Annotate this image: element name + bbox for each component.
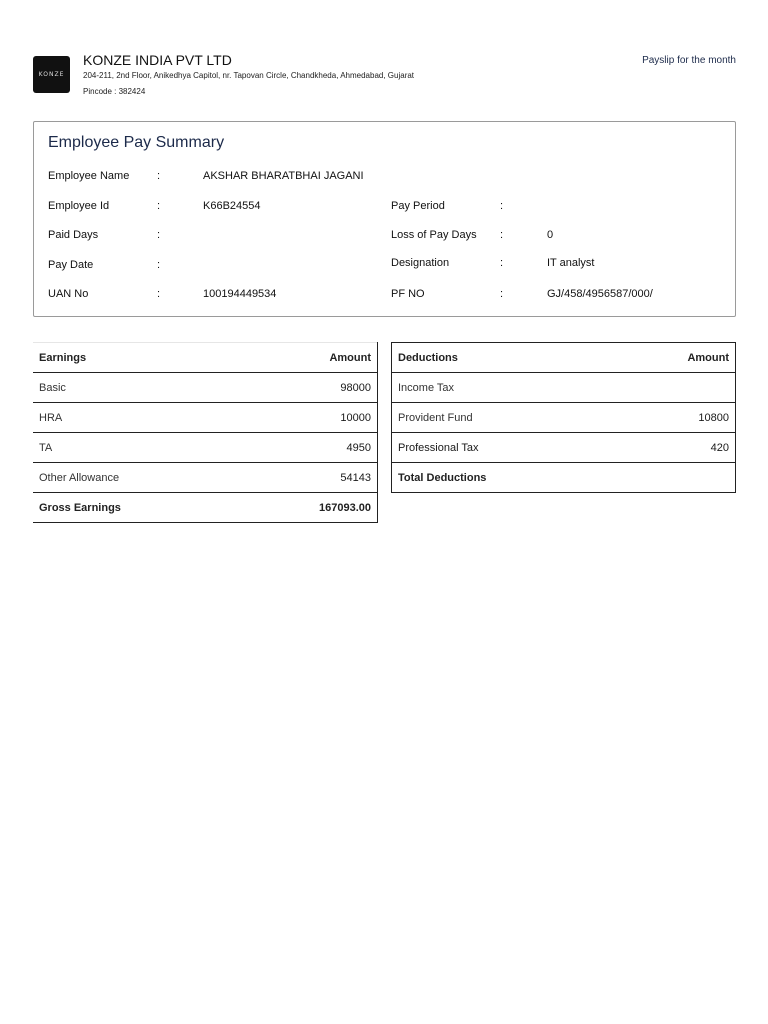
gross-earnings-row xyxy=(33,493,378,523)
earning-amount: 98000 xyxy=(237,373,377,403)
table-row xyxy=(33,433,378,463)
earnings-table xyxy=(33,342,378,523)
table-row xyxy=(392,373,736,403)
designation-label: Designation xyxy=(391,257,450,269)
uan-value: 100194449534 xyxy=(203,288,277,300)
deduction-amount xyxy=(616,373,736,403)
paid-days-label: Paid Days xyxy=(48,229,99,241)
pay-date-label: Pay Date xyxy=(48,259,94,271)
separator: : xyxy=(157,259,161,271)
deductions-table xyxy=(391,342,736,493)
logo-text: KONZE xyxy=(38,71,65,78)
company-logo xyxy=(33,56,70,93)
earning-label: Basic xyxy=(33,373,237,403)
uan-label: UAN No xyxy=(48,288,89,300)
pf-label: PF NO xyxy=(391,288,425,300)
separator: : xyxy=(157,170,161,182)
company-name: KONZE INDIA PVT LTD xyxy=(83,52,232,68)
payslip-month-title: Payslip for the month xyxy=(642,55,736,66)
table-row xyxy=(33,463,378,493)
table-row xyxy=(33,403,378,433)
table-row xyxy=(392,403,736,433)
deduction-amount: 420 xyxy=(616,433,736,463)
company-address: 204-211, 2nd Floor, Anikedhya Capitol, nr. Tapovan Circle, Chandkheda, Ahmedabad, Gujarat xyxy=(83,71,415,80)
separator: : xyxy=(157,200,161,212)
separator: : xyxy=(500,200,504,212)
earning-label: HRA xyxy=(33,403,237,433)
deduction-label: Provident Fund xyxy=(392,403,616,433)
pf-value: GJ/458/4956587/000/ xyxy=(547,288,653,300)
pay-period-label: Pay Period xyxy=(391,200,445,212)
total-deductions-row xyxy=(392,463,736,493)
separator: : xyxy=(500,288,504,300)
total-deductions-amount xyxy=(616,463,736,493)
employee-pay-summary xyxy=(33,121,736,317)
deduction-label: Income Tax xyxy=(392,373,616,403)
earnings-header-label: Earnings xyxy=(33,343,237,373)
gross-earnings-amount: 167093.00 xyxy=(237,493,377,523)
deduction-amount: 10800 xyxy=(616,403,736,433)
employee-id-value: K66B24554 xyxy=(203,200,261,212)
designation-value: IT analyst xyxy=(547,257,595,269)
summary-title: Employee Pay Summary xyxy=(48,134,225,151)
deductions-header-amount: Amount xyxy=(616,343,736,373)
separator: : xyxy=(157,288,161,300)
earnings-header-amount: Amount xyxy=(237,343,377,373)
earnings-header-row xyxy=(33,343,378,373)
table-row xyxy=(33,373,378,403)
loss-of-pay-value: 0 xyxy=(547,229,554,241)
earning-amount: 54143 xyxy=(237,463,377,493)
payslip-header xyxy=(33,50,736,102)
employee-id-label: Employee Id xyxy=(48,200,110,212)
earning-amount: 10000 xyxy=(237,403,377,433)
loss-of-pay-label: Loss of Pay Days xyxy=(391,229,477,241)
separator: : xyxy=(500,257,504,269)
table-row xyxy=(392,433,736,463)
deduction-label: Professional Tax xyxy=(392,433,616,463)
separator: : xyxy=(500,229,504,241)
deductions-header-label: Deductions xyxy=(392,343,616,373)
employee-name-value: AKSHAR BHARATBHAI JAGANI xyxy=(203,170,364,182)
earning-label: Other Allowance xyxy=(33,463,237,493)
deductions-header-row xyxy=(392,343,736,373)
total-deductions-label: Total Deductions xyxy=(392,463,616,493)
gross-earnings-label: Gross Earnings xyxy=(33,493,237,523)
earning-amount: 4950 xyxy=(237,433,377,463)
company-pincode: Pincode : 382424 xyxy=(83,87,146,96)
separator: : xyxy=(157,229,161,241)
earning-label: TA xyxy=(33,433,237,463)
employee-name-label: Employee Name xyxy=(48,170,130,182)
